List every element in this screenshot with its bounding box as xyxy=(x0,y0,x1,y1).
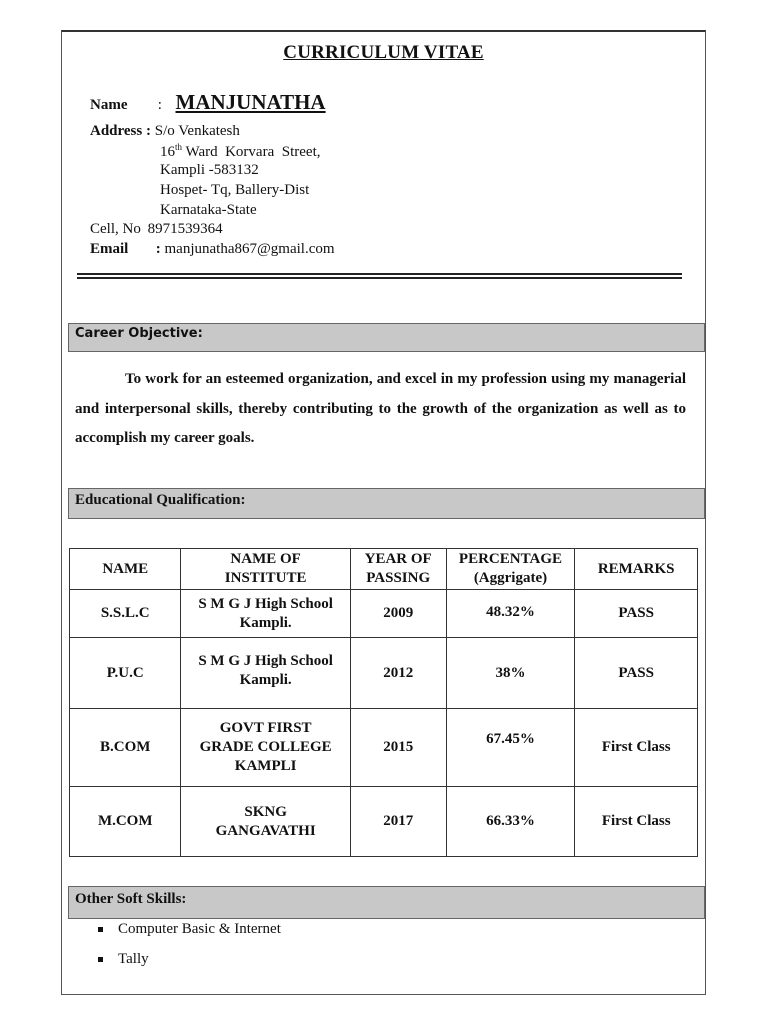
table-row xyxy=(70,787,698,857)
address-line-1: S/o Venkatesh xyxy=(154,123,240,139)
cell-course: P.U.C xyxy=(70,638,181,709)
email-separator: : xyxy=(155,241,161,257)
cell-course: S.S.L.C xyxy=(70,590,181,638)
cell-number: 8971539364 xyxy=(147,221,223,237)
table-header-row xyxy=(70,549,698,590)
address-line-5: Karnataka-State xyxy=(160,202,257,218)
document-title: CURRICULUM VITAE xyxy=(283,42,484,63)
career-objective-text: To work for an esteemed organization, and excel in my profession using my managerial and interpersonal skills, thereby contributing to the growth of the organization as well as to accomplish my career goals. xyxy=(75,371,686,446)
col-header-year: YEAR OF PASSING xyxy=(350,549,446,590)
cell-percentage: 67.45% xyxy=(446,709,575,787)
cell-remarks: PASS xyxy=(575,638,698,709)
name-row xyxy=(90,90,326,115)
cell-course: B.COM xyxy=(70,709,181,787)
cell-remarks: PASS xyxy=(575,590,698,638)
address-line-3: Kampli -583132 xyxy=(160,162,259,178)
skills-list xyxy=(98,919,281,979)
col-header-percentage: PERCENTAGE (Aggrigate) xyxy=(446,549,575,590)
address-line-2: 16th Ward Korvara Street, xyxy=(160,142,321,160)
cell-year: 2009 xyxy=(350,590,446,638)
table-row xyxy=(70,709,698,787)
col-header-institute: NAME OF INSTITUTE xyxy=(181,549,350,590)
cell-remarks: First Class xyxy=(575,787,698,857)
list-item: Computer Basic & Internet xyxy=(98,919,281,949)
list-item: Tally xyxy=(98,949,281,979)
table-row xyxy=(70,590,698,638)
cell-percentage: 48.32% xyxy=(446,590,575,638)
resume-page xyxy=(61,30,706,995)
header-divider xyxy=(77,273,682,275)
soft-skills-heading: Other Soft Skills: xyxy=(68,886,705,919)
name-separator: : xyxy=(157,97,162,113)
col-header-name: NAME xyxy=(70,549,181,590)
cell-percentage: 38% xyxy=(446,638,575,709)
table-row xyxy=(70,638,698,709)
cell-year: 2012 xyxy=(350,638,446,709)
cell-percentage: 66.33% xyxy=(446,787,575,857)
career-objective-heading: Career Objective: xyxy=(68,323,705,352)
name-label: Name xyxy=(90,97,128,113)
cell-course: M.COM xyxy=(70,787,181,857)
email-address[interactable]: manjunatha867@gmail.com xyxy=(164,241,335,257)
address-row xyxy=(90,123,240,140)
email-label: Email xyxy=(90,241,129,257)
cell-label: Cell, No xyxy=(90,221,141,237)
email-row xyxy=(90,241,335,258)
cell-remarks: First Class xyxy=(575,709,698,787)
address-label: Address xyxy=(90,123,143,139)
header-divider-2 xyxy=(77,277,682,279)
cell-institute: GOVT FIRST GRADE COLLEGE KAMPLI xyxy=(181,709,350,787)
candidate-name: MANJUNATHA xyxy=(175,90,326,114)
education-heading: Educational Qualification: xyxy=(68,488,705,519)
col-header-remarks: REMARKS xyxy=(575,549,698,590)
address-line-4: Hospet- Tq, Ballery-Dist xyxy=(160,182,310,198)
education-table xyxy=(69,548,698,857)
cell-institute: SKNG GANGAVATHI xyxy=(181,787,350,857)
cell-row xyxy=(90,221,223,238)
address-separator: : xyxy=(146,123,151,139)
cell-year: 2015 xyxy=(350,709,446,787)
cell-institute: S M G J High School Kampli. xyxy=(181,590,350,638)
cell-institute: S M G J High School Kampli. xyxy=(181,638,350,709)
cell-year: 2017 xyxy=(350,787,446,857)
